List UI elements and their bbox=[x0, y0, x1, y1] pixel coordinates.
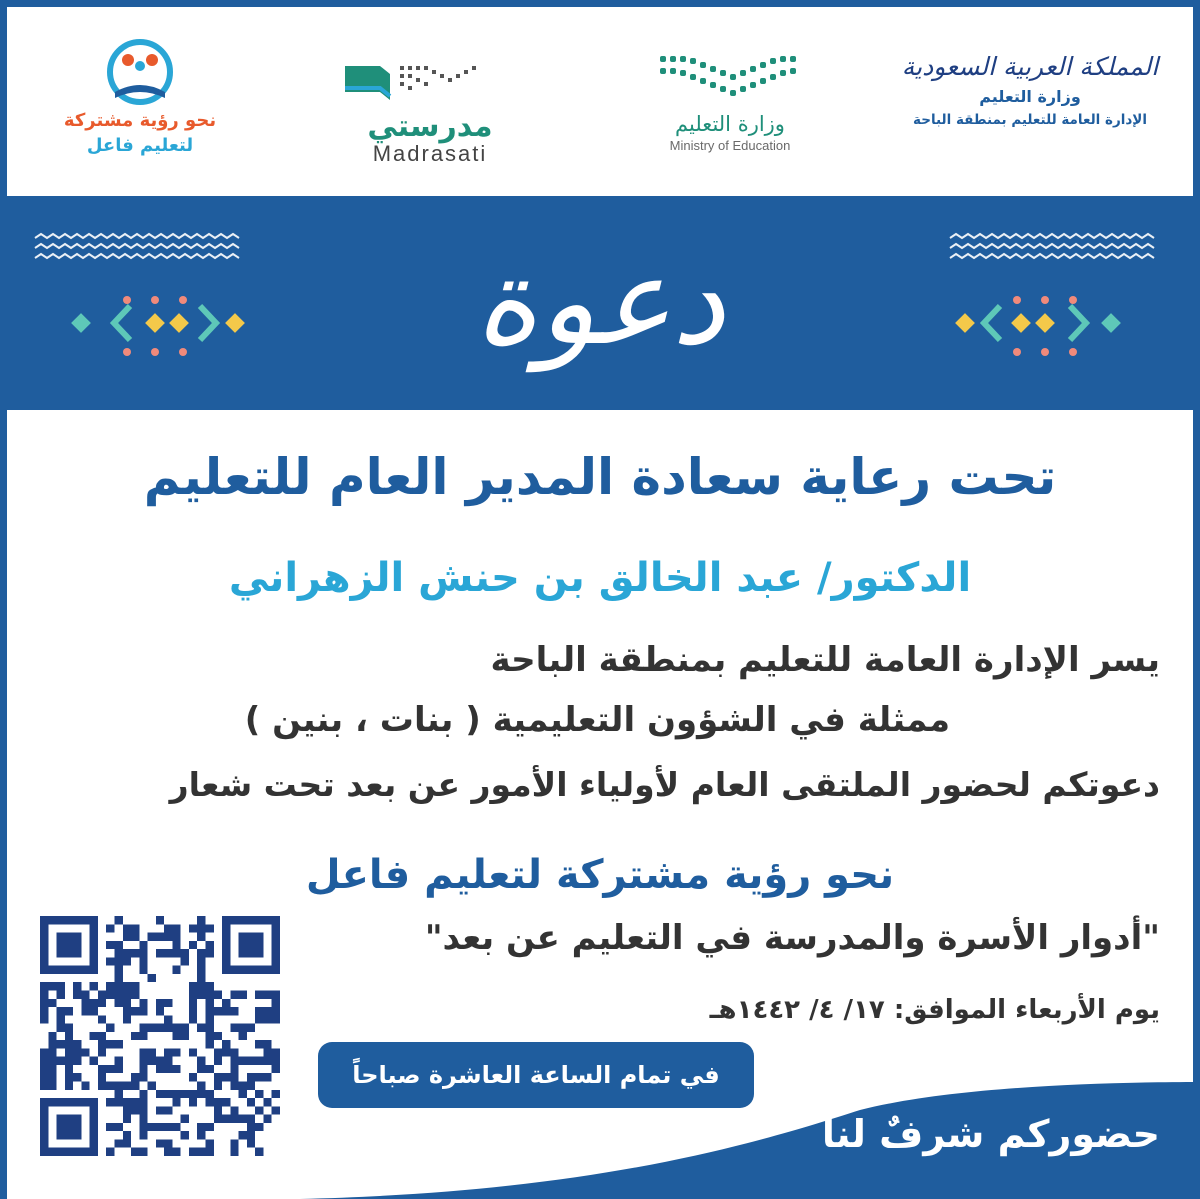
event-time: في تمام الساعة العاشرة صباحاً bbox=[318, 1042, 754, 1108]
madrasati-arabic: مدرستي bbox=[367, 109, 493, 144]
wave-lines-right bbox=[950, 234, 1154, 258]
ministry-name: وزارة التعليم bbox=[979, 87, 1081, 106]
body-line-1: يسر الإدارة العامة للتعليم بمنطقة الباحة bbox=[490, 640, 1160, 680]
moe-dots-icon bbox=[660, 52, 800, 104]
moe-english-name: Ministry of Education bbox=[669, 138, 791, 153]
kingdom-calligraphy: المملكة العربية السعودية bbox=[901, 52, 1159, 81]
ornament-right bbox=[955, 296, 1121, 356]
madrasati-english: Madrasati bbox=[372, 141, 488, 166]
wave-lines-left bbox=[35, 234, 239, 258]
doctor-name: الدكتور/ عبد الخالق بن حنش الزهراني bbox=[228, 555, 972, 601]
event-date: يوم الأربعاء الموافق: ١٧/ ٤/ ١٤٤٢هـ bbox=[709, 995, 1160, 1025]
moe-logo bbox=[610, 52, 850, 153]
theme-quote: "أدوار الأسرة والمدرسة في التعليم عن بعد" bbox=[424, 918, 1160, 958]
family-book-icon bbox=[95, 34, 185, 106]
vision-logo bbox=[40, 34, 240, 156]
qr-code[interactable] bbox=[40, 916, 280, 1156]
body-line-2: ممثلة في الشؤون التعليمية ( بنات ، بنين ) bbox=[244, 700, 950, 740]
slogan: نحو رؤية مشتركة لتعليم فاعل bbox=[305, 852, 895, 898]
vision-line-2: لتعليم فاعل bbox=[86, 135, 194, 156]
madrasati-logo bbox=[330, 60, 530, 166]
body-line-3: دعوتكم لحضور الملتقى العام لأولياء الأمور عن بعد تحت شعار bbox=[169, 765, 1160, 804]
moe-arabic-name: وزارة التعليم bbox=[675, 112, 785, 136]
kingdom-ministry-logo bbox=[900, 52, 1160, 128]
patron-line: تحت رعاية سعادة المدير العام للتعليم bbox=[143, 448, 1057, 506]
ornament-left bbox=[71, 296, 245, 356]
invitation-title: دعوة bbox=[475, 233, 725, 372]
department-name: الإدارة العامة للتعليم بمنطقة الباحة bbox=[913, 112, 1147, 128]
honor-line: حضوركم شرفٌ لنا bbox=[821, 1112, 1160, 1156]
madrasati-book-icon bbox=[340, 60, 520, 104]
vision-line-1: نحو رؤية مشتركة bbox=[63, 110, 217, 131]
